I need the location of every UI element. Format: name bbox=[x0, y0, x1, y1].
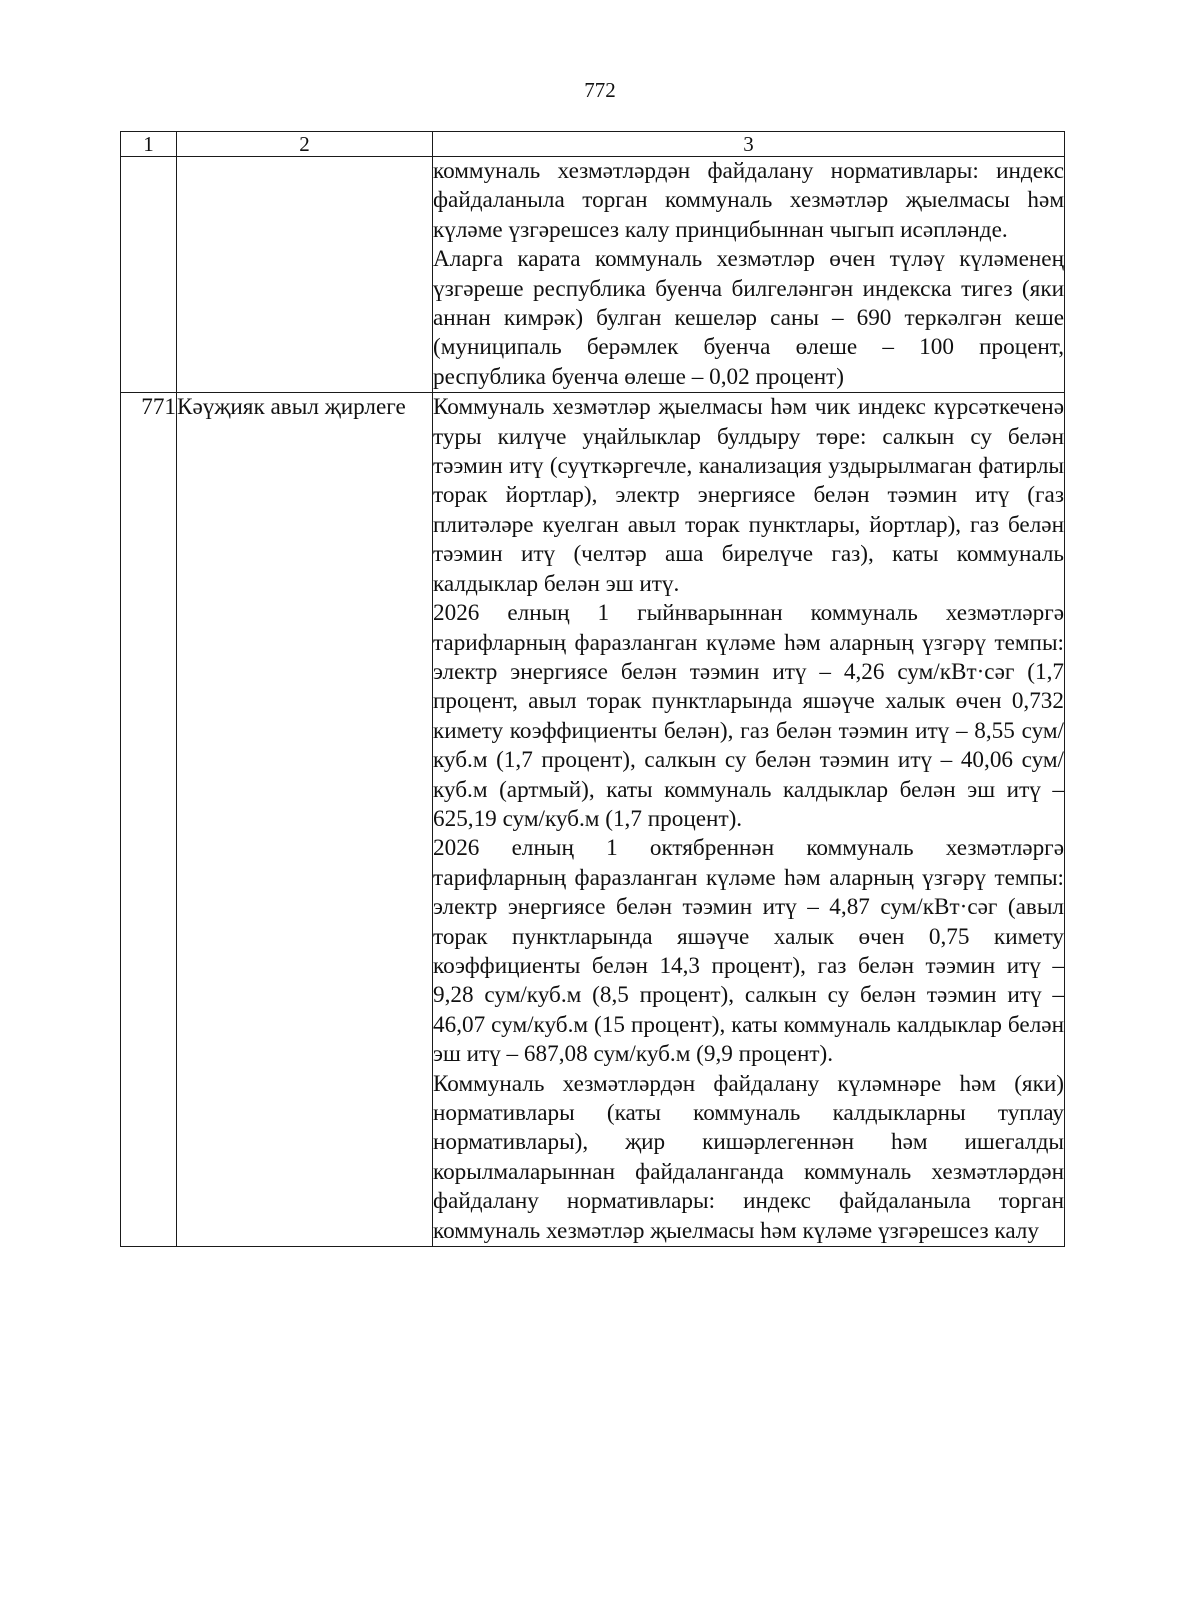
description-paragraph: 2026 елның 1 октябреннән коммуналь хезмәтләргә тарифларның фаразланган күләме һәм аларның үзгәрү темпы: электр энергиясе белән тәэмин итү – 4,87 сум/кВт·сәг (авыл торак пунктларында яшәүче халык өчен 0,75 кимету коэффициенты белән 14,3 процент), газ белән тәэмин итү – 9,28 сум/куб.м (8,5 процент), салкын су белән тәэмин итү – 46,07 сум/куб.м (15 процент), каты коммуналь калдыклар белән эш итү – 687,08 сум/куб.м (9,9 процент). bbox=[433, 835, 1064, 1068]
description-cell bbox=[433, 157, 1065, 393]
description-paragraph: коммуналь хезмәтләрдән файдалану нормативлары: индекс файдаланыла торган коммуналь хезмәтләр җыелмасы һәм күләме үзгәрешсез калу принцибыннан чыгып исәпләнде. bbox=[433, 158, 1064, 243]
description-paragraph: Аларга карата коммуналь хезмәтләр өчен түләү күләменең үзгәреше республика буенча билгеләнгән индекска тигез (яки аннан кимрәк) булган кешеләр саны – 690 теркәлгән кеше (муниципаль берәмлек буенча өлеше – 100 процент, республика буенча өлеше – 0,02 процент) bbox=[433, 246, 1064, 390]
description-paragraph: 2026 елның 1 гыйнварыннан коммуналь хезмәтләргә тарифларның фаразланган күләме һәм аларның үзгәрү темпы: электр энергиясе белән тәэмин итү – 4,26 сум/кВт·сәг (1,7 процент, авыл торак пунктларында яшәүче халык өчен 0,732 кимету коэффициенты белән), газ белән тәэмин итү – 8,55 сум/куб.м (1,7 процент), салкын су белән тәэмин итү – 40,06 сум/куб.м (артмый), каты коммуналь калдыклар белән эш итү – 625,19 сум/куб.м (1,7 процент). bbox=[433, 600, 1064, 832]
table-row bbox=[121, 393, 1065, 1247]
column-header-1: 1 bbox=[121, 132, 177, 157]
column-header-3: 3 bbox=[433, 132, 1065, 157]
page-number: 772 bbox=[584, 78, 616, 102]
description-paragraph: Коммуналь хезмәтләр җыелмасы һәм чик индекс күрсәткеченә туры килүче уңайлыклар булдыру төре: салкын су белән тәэмин итү (суүткәргечле, канализация уздырылмаган фатирлы торак йортлар), электр энергиясе белән тәэмин итү (газ плитәләре куелган авыл торак пунктлары, йортлар), газ белән тәэмин итү (челтәр аша бирелүче газ), каты коммуналь калдыклар белән эш итү. bbox=[433, 394, 1064, 597]
settlement-name-cell bbox=[177, 157, 433, 393]
document-table bbox=[120, 131, 1065, 1247]
table-header-row bbox=[121, 132, 1065, 157]
description-cell bbox=[433, 393, 1065, 1247]
table-row bbox=[121, 157, 1065, 393]
row-number-cell bbox=[121, 157, 177, 393]
row-number-cell: 771 bbox=[121, 393, 177, 1247]
settlement-name-cell: Кәүҗияк авыл җирлеге bbox=[177, 393, 433, 1247]
column-header-2: 2 bbox=[177, 132, 433, 157]
description-paragraph: Коммуналь хезмәтләрдән файдалану күләмнәре һәм (яки) нормативлары (каты коммуналь калдыкларны туплау нормативлары), җир кишәрлегеннән һәм ишегалды корылмаларыннан файдаланганда коммуналь хезмәтләрдән файдалану нормативлары: индекс файдаланыла торган коммуналь хезмәтләр җыелмасы һәм күләме үзгәрешсез калу bbox=[433, 1070, 1064, 1244]
